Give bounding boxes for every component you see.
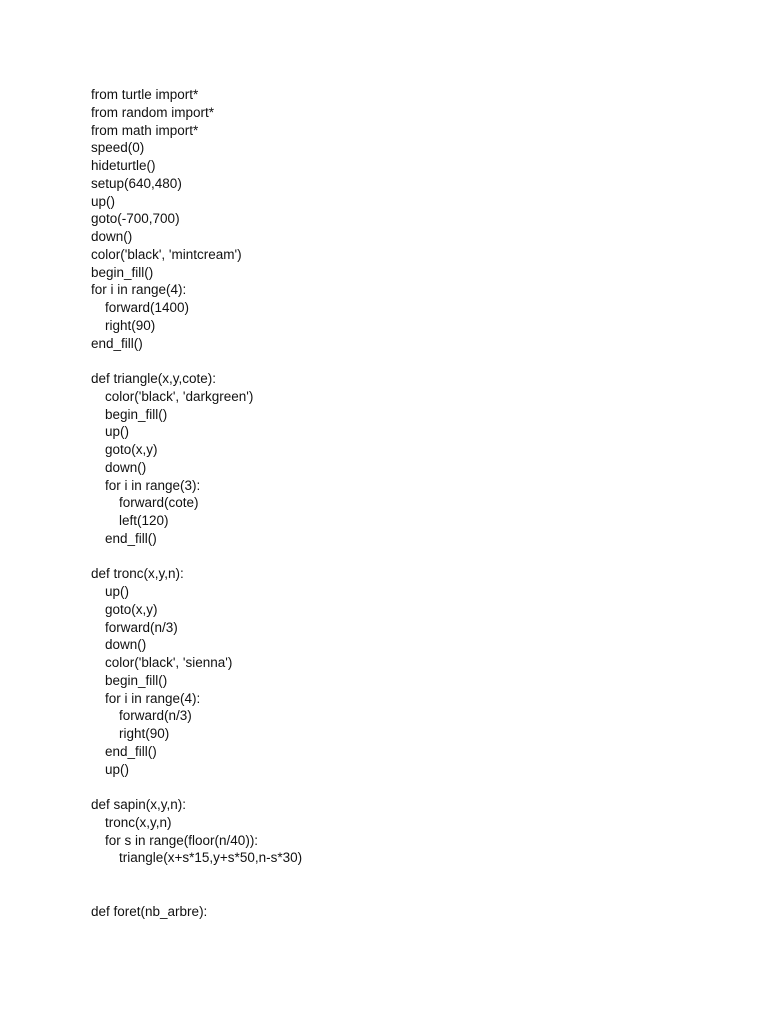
code-line: right(90) [119,726,170,741]
code-line: down() [105,637,147,653]
code-line: def foret(nb_arbre): [91,903,208,919]
code-line: goto(x,y) [105,601,158,617]
code-line: forward(n/3) [105,619,178,635]
code-line: begin_fill() [105,672,168,688]
code-line: from random import* [91,104,215,120]
code-line: color('black', 'sienna') [105,655,233,670]
code-line: triangle(x+s*15,y+s*50,n-s*30) [119,850,303,866]
code-line: from turtle import* [91,87,199,102]
code-line: for i in range(3): [105,477,201,493]
code-line: setup(640,480) [91,175,182,191]
code-line: color('black', 'darkgreen') [105,388,254,404]
code-line: def tronc(x,y,n): [91,566,184,582]
code-line: end_fill() [105,743,157,759]
code-line: for i in range(4): [91,282,187,298]
code-line: up() [105,761,130,777]
code-line: for i in range(4): [105,690,201,706]
code-line: up() [91,193,116,209]
code-line: color('black', 'mintcream') [91,246,242,262]
code-line: for s in range(floor(n/40)): [105,832,259,848]
code-line: hideturtle() [91,158,156,173]
code-line: right(90) [105,317,156,333]
blank-line [91,885,302,903]
code-line: goto(-700,700) [91,211,180,227]
blank-line [91,778,302,796]
blank-line [91,867,302,885]
code-line: end_fill() [91,335,143,351]
code-listing [91,86,302,920]
code-line: up() [105,584,130,599]
code-line: def sapin(x,y,n): [91,797,187,812]
code-line: left(120) [119,513,169,528]
code-line: from math import* [91,122,199,138]
code-line: up() [105,424,130,440]
code-line: forward(cote) [119,495,199,511]
blank-line [91,548,302,566]
code-line: goto(x,y) [105,442,158,457]
code-line: speed(0) [91,140,145,156]
code-line: begin_fill() [105,406,168,422]
code-line: end_fill() [105,530,157,546]
code-line: forward(n/3) [119,708,192,724]
code-line: begin_fill() [91,264,154,280]
code-line: tronc(x,y,n) [105,814,172,830]
code-line: def triangle(x,y,cote): [91,371,217,386]
code-line: down() [105,459,147,475]
code-line: forward(1400) [105,300,190,315]
code-line: down() [91,229,133,244]
blank-line [91,352,302,370]
